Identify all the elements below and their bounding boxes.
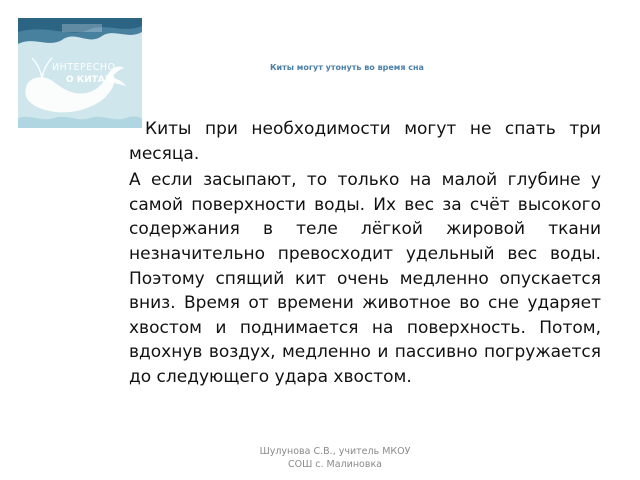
whale-illustration: [18, 18, 142, 128]
footer-author: [235, 446, 435, 471]
logo-line-2: О КИТАХ: [66, 75, 112, 85]
footer-line-2: СОШ с. Малиновка: [288, 458, 382, 470]
paragraph-2: А если засыпают, то только на малой глубине у самой поверхности воды. Их вес за счёт высокого содержания в теле лёгкой жировой ткани незначительно превосходит удельный вес воды. Поэтому спящий кит очень медленно опускается вниз. Время от времени животное во сне ударяет хвостом и поднимается на поверхность. Потом, вдохнув воздух, медленно и пассивно погружается до следующего удара хвостом.: [129, 170, 601, 387]
footer-line-1: Шулунова С.В., учитель МКОУ: [259, 446, 411, 457]
logo-card: [18, 18, 142, 128]
slide-title: Киты могут утонуть во время сна: [270, 63, 424, 72]
body-text: [129, 117, 601, 392]
paragraph-1: Киты при необходимости могут не спать три месяца.: [129, 119, 601, 164]
logo-line-1: ИНТЕРЕСНО: [52, 62, 116, 73]
